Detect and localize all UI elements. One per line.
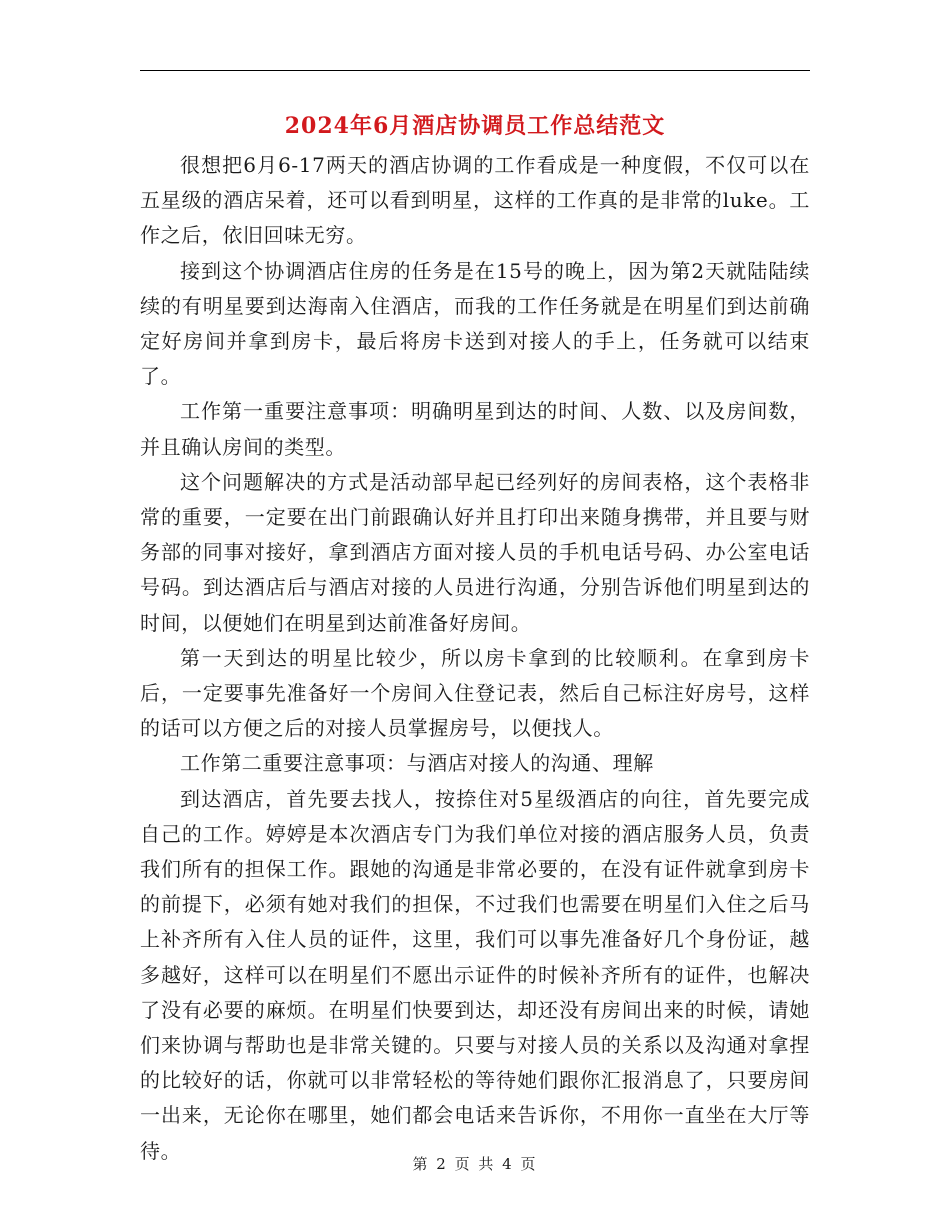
paragraph-7: 到达酒店，首先要去找人，按捺住对5星级酒店的向往，首先要完成自己的工作。婷婷是本次酒店专门为我们单位对接的酒店服务人员，负责我们所有的担保工作。跟她的沟通是非常必要的，在没有证件就拿到房卡的前提下，必须有她对我们的担保，不过我们也需要在明星们入住之后马上补齐所有入住人员的证件，这里，我们可以事先准备好几个身份证，越多越好，这样可以在明星们不愿出示证件的时候补齐所有的证件，也解决了没有必要的麻烦。在明星们快要到达，却还没有房间出来的时候，请她们来协调与帮助也是非常关键的。只要与对接人员的关系以及沟通对拿捏的比较好的话，你就可以非常轻松的等待她们跟你汇报消息了，只要房间一出来，无论你在哪里，她们都会电话来告诉你，不用你一直坐在大厅等待。: [140, 786, 810, 1163]
paragraph-3: 工作第一重要注意事项：明确明星到达的时间、人数、以及房间数，并且确认房间的类型。: [140, 399, 810, 459]
page-number-footer: 第 2 页 共 4 页: [412, 1155, 538, 1173]
header-rule: [140, 70, 810, 71]
paragraph-2: 接到这个协调酒店住房的任务是在15号的晚上，因为第2天就陆陆续续的有明星要到达海南入住酒店，而我的工作任务就是在明星们到达前确定好房间并拿到房卡，最后将房卡送到对接人的手上，任务就可以结束了。: [140, 258, 810, 389]
document-title: 2024年6月酒店协调员工作总结范文: [284, 113, 666, 139]
paragraph-5: 第一天到达的明星比较少，所以房卡拿到的比较顺利。在拿到房卡后，一定要事先准备好一个房间入住登记表，然后自己标注好房号，这样的话可以方便之后的对接人员掌握房号，以便找人。: [140, 645, 810, 741]
document-body: [140, 148, 810, 1169]
paragraph-6: 工作第二重要注意事项：与酒店对接人的沟通、理解: [180, 751, 654, 776]
paragraph-1: 很想把6月6-17两天的酒店协调的工作看成是一种度假，不仅可以在五星级的酒店呆着，还可以看到明星，这样的工作真的是非常的luke。工作之后，依旧回味无穷。: [140, 153, 810, 248]
paragraph-4: 这个问题解决的方式是活动部早起已经列好的房间表格，这个表格非常的重要，一定要在出门前跟确认好并且打印出来随身携带，并且要与财务部的同事对接好，拿到酒店方面对接人员的手机电话号码、办公室电话号码。到达酒店后与酒店对接的人员进行沟通，分别告诉他们明星到达的时间，以便她们在明星到达前准备好房间。: [140, 469, 810, 635]
